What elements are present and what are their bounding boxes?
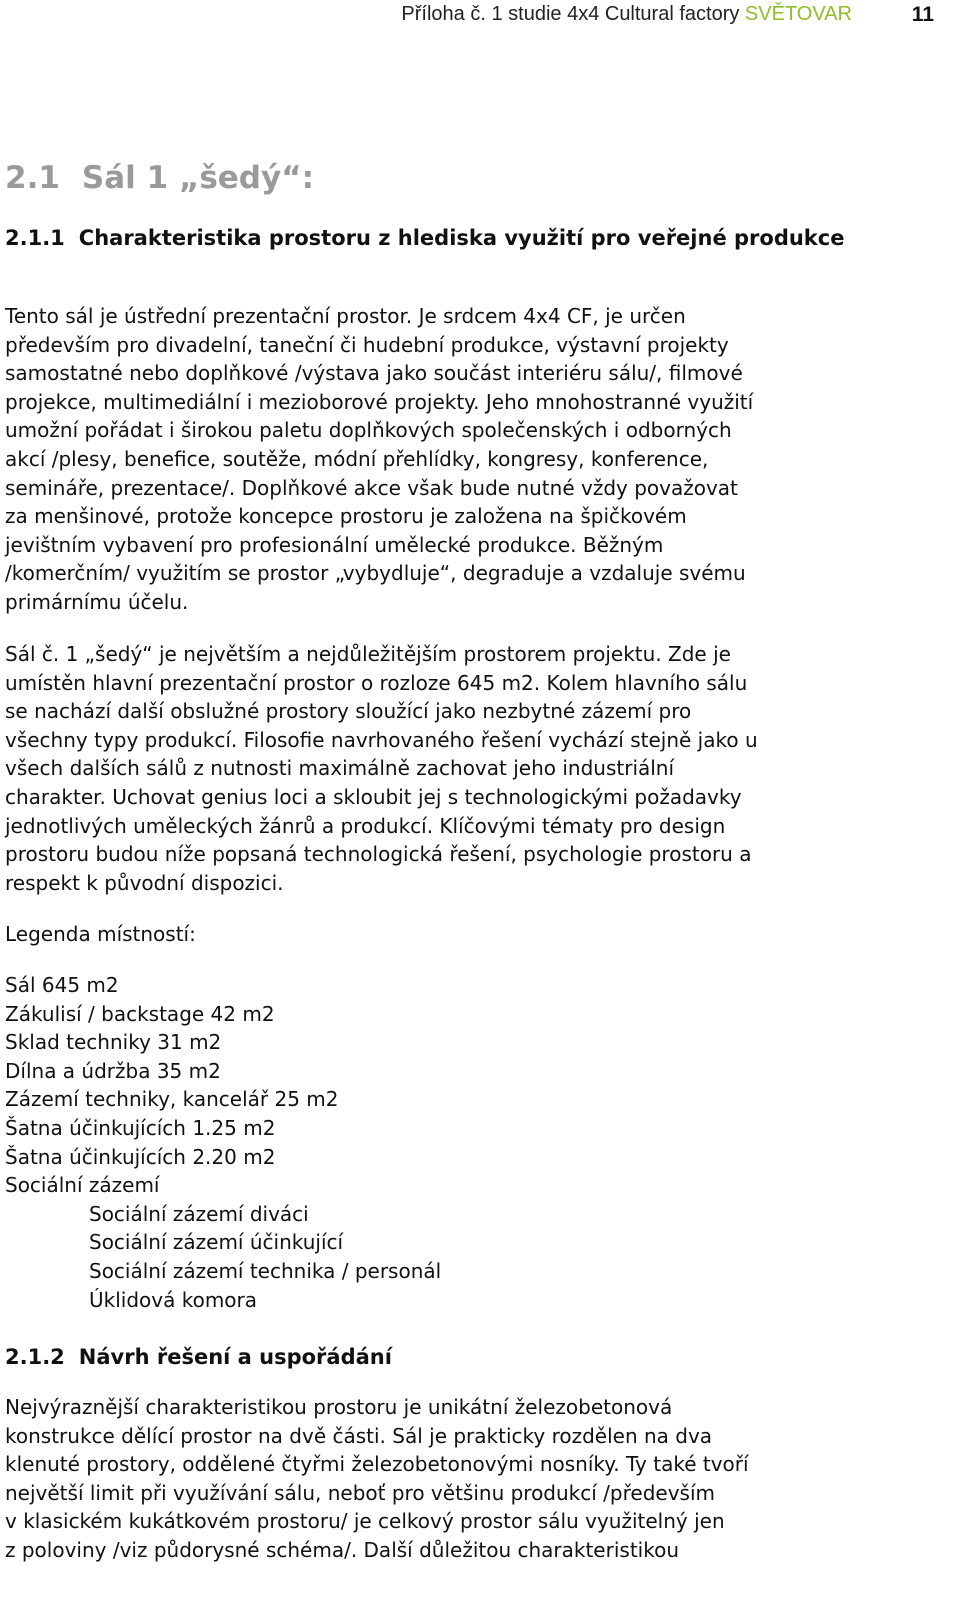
- subsection-number: 2.1.1: [5, 226, 65, 250]
- header-title: [401, 3, 852, 26]
- list-item: Sklad techniky 31 m2: [5, 1030, 222, 1055]
- legend-title: Legenda místností:: [5, 922, 196, 946]
- section-title: Sál 1 „šedý“:: [81, 160, 314, 196]
- paragraph-line: všech dalších sálů z nutnosti maximálně zachovat jeho industriální: [5, 756, 675, 781]
- paragraph-line: za menšinové, protože koncepce prostoru je založena na špičkovém: [5, 504, 687, 529]
- paragraph-usage: [5, 302, 753, 617]
- page-header: [0, 0, 960, 30]
- paragraph-line: z poloviny /viz půdorysné schéma/. Další důležitou charakteristikou: [5, 1537, 679, 1562]
- list-item: Zákulisí / backstage 42 m2: [5, 1001, 275, 1026]
- list-item: Šatna účinkujících 2.20 m2: [5, 1144, 276, 1169]
- paragraph-line: /komerčním/ využitím se prostor „vybydluje“, degraduje a vzdaluje svému: [5, 561, 746, 586]
- paragraph-line: projekce, multimediální i mezioborové projekty. Jeho mnohostranné využití: [5, 389, 754, 414]
- page-number: 11: [911, 3, 934, 26]
- sub-list-item: Sociální zázemí účinkující: [89, 1230, 344, 1255]
- subsection-number: 2.1.2: [5, 1345, 65, 1369]
- subsection-title: Návrh řešení a uspořádání: [78, 1345, 392, 1369]
- subsection-heading-design: [5, 1343, 905, 1372]
- paragraph-line: největší limit při využívání sálu, neboť pro většinu produkcí /především: [5, 1480, 715, 1505]
- paragraph-line: respekt k původní dispozici.: [5, 870, 284, 895]
- paragraph-line: konstrukce dělící prostor na dvě části. Sál je prakticky rozdělen na dva: [5, 1423, 713, 1448]
- paragraph-line: především pro divadelní, taneční či hudební produkce, výstavní projekty: [5, 332, 729, 357]
- list-item: Sociální zázemí: [5, 1173, 160, 1198]
- paragraph-line: jevištním vybavení pro profesionální umělecké produkce. Běžným: [5, 532, 664, 557]
- paragraph-line: umožní pořádat i širokou paletu doplňkových společenských i odborných: [5, 418, 732, 443]
- sub-list-item: Sociální zázemí diváci: [89, 1201, 309, 1226]
- paragraph-line: klenuté prostory, oddělené čtyřmi železobetonovými nosníky. Ty také tvoří: [5, 1452, 749, 1477]
- list-item: Dílna a údržba 35 m2: [5, 1058, 221, 1083]
- paragraph-design: [5, 1393, 749, 1565]
- list-item: Sál 645 m2: [5, 973, 119, 997]
- list-item: Zázemí techniky, kancelář 25 m2: [5, 1087, 339, 1112]
- paragraph-hall-description: [5, 640, 758, 897]
- paragraph-line: samostatné nebo doplňkové /výstava jako součást interiéru sálu/, filmové: [5, 361, 743, 386]
- paragraph-line: akcí /plesy, benefice, soutěže, módní přehlídky, kongresy, konference,: [5, 446, 709, 471]
- sub-list-item: Úklidová komora: [89, 1287, 258, 1312]
- subsection-title: Charakteristika prostoru z hlediska využití pro veřejné produkce: [78, 226, 845, 250]
- paragraph-line: v klasickém kukátkovém prostoru/ je celkový prostor sálu využitelný jen: [5, 1509, 725, 1534]
- room-legend-list: [5, 971, 441, 1314]
- list-item: Šatna účinkujících 1.25 m2: [5, 1115, 276, 1140]
- paragraph-line: Nejvýraznější charakteristikou prostoru je unikátní železobetonová: [5, 1395, 673, 1419]
- paragraph-line: všechny typy produkcí. Filosofie navrhovaného řešení vychází stejně jako u: [5, 727, 758, 752]
- paragraph-line: jednotlivých uměleckých žánrů a produkcí. Klíčovými tématy pro design: [5, 813, 726, 838]
- paragraph-line: prostoru budou níže popsaná technologická řešení, psychologie prostoru a: [5, 842, 752, 867]
- paragraph-line: semináře, prezentace/. Doplňkové akce však bude nutné vždy považovat: [5, 475, 738, 500]
- paragraph-line: umístěn hlavní prezentační prostor o rozloze 645 m2. Kolem hlavního sálu: [5, 670, 748, 695]
- paragraph-line: Sál č. 1 „šedý“ je největším a nejdůležitějším prostorem projektu. Zde je: [5, 642, 731, 666]
- sub-list-item: Sociální zázemí technika / personál: [89, 1258, 442, 1283]
- header-title-text: Příloha č. 1 studie 4x4 Cultural factory: [401, 3, 745, 25]
- paragraph-line: charakter. Uchovat genius loci a skloubit jej s technologickými požadavky: [5, 784, 742, 809]
- subsection-heading-characteristics: [5, 224, 905, 253]
- paragraph-line: se nachází další obslužné prostory sloužící jako nezbytné zázemí pro: [5, 699, 692, 724]
- section-number: 2.1: [5, 160, 60, 196]
- section-heading: [5, 160, 314, 196]
- paragraph-line: primárnímu účelu.: [5, 589, 189, 614]
- paragraph-line: Tento sál je ústřední prezentační prostor. Je srdcem 4x4 CF, je určen: [5, 304, 686, 328]
- header-brand: SVĚTOVAR: [744, 3, 852, 25]
